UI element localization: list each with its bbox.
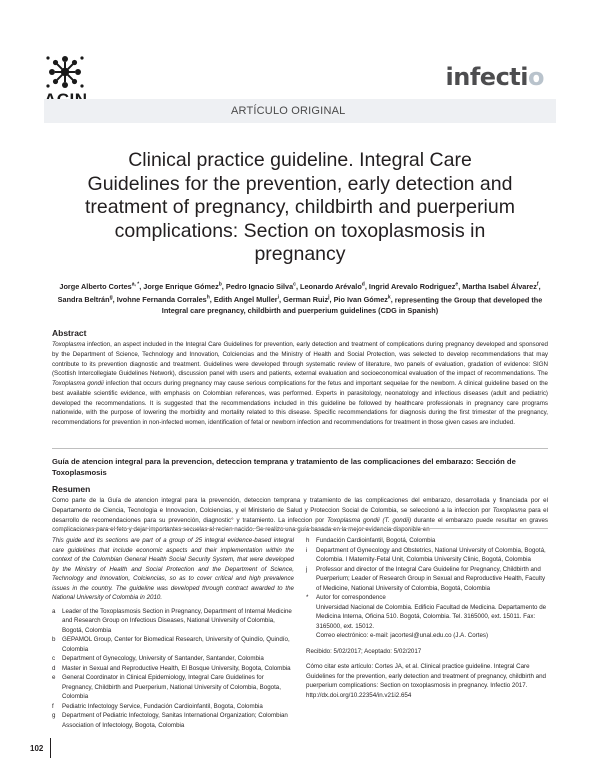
author-name: Jorge Enrique Gómez xyxy=(143,282,219,292)
journal-logo-end: o xyxy=(528,63,544,91)
affiliation-marker: * xyxy=(306,594,309,601)
affiliation-marker: e xyxy=(52,674,56,681)
doi-link[interactable]: http://dx.doi.org/10.22354/in.v21i2.654 xyxy=(306,691,412,699)
affiliation-text: Pediatric Infectology Service, Fundación Cardioinfantil, Bogota, Colombia xyxy=(62,702,263,710)
affiliation-item xyxy=(306,565,548,594)
author-affiliation-mark: c xyxy=(293,282,296,288)
affiliation-text: Fundación Cardioinfantil, Bogotá, Colombia xyxy=(316,537,436,544)
affiliation-text: Leader of the Toxoplasmosis Section in Pregnancy, Department of Internal Medicine and Research Group on Infectious Diseases, National University of Colombia, Bogotá, Colombia xyxy=(62,607,292,634)
journal-logo-main: infecti xyxy=(445,63,528,91)
journal-logo xyxy=(446,63,544,91)
affiliation-marker: i xyxy=(306,546,308,554)
author-affiliation-mark: b xyxy=(218,282,222,288)
author-name: Ivohne Fernanda Corrales xyxy=(116,295,207,305)
affiliation-marker: f xyxy=(52,702,54,710)
resumen-text-3: durante el embarazo puede resultar en graves complicaciones para el feto y dejar importantes secuelas al recien nacido. Se realizo una guía basada en la mejor evidencia disponible en xyxy=(52,516,548,534)
resumen-italic-2: Toxoplasma gondii (T. gondii) xyxy=(327,516,412,524)
affiliation-item xyxy=(52,702,294,712)
author-name: Martha Isabel Álvarez xyxy=(462,282,537,292)
author-affiliation-mark: k xyxy=(387,294,391,301)
author-affiliation-mark: d xyxy=(361,282,365,288)
affiliation-list-right xyxy=(306,536,548,603)
footnotes-left xyxy=(52,536,294,730)
affiliation-marker: d xyxy=(52,664,56,672)
author-affiliation-mark: a, * xyxy=(131,282,140,288)
affiliation-text: Department of Gynecology and Obstetrics, National University of Colombia, Bogotá, Colombia. I Maternity-Fetal Unit, Colombia University Clinic, Bogotá, Colombia xyxy=(316,546,546,563)
author-name: Leonardo Arévalo xyxy=(300,282,362,292)
spanish-title: Guía de atencion integral para la prevencion, deteccion temprana y tratamiento de las complicaciones del embarazo: Sección de Toxoplasmosis xyxy=(52,457,516,477)
author-name: Jorge Alberto Cortes xyxy=(59,282,132,292)
affiliation-text: Professor and director of the Integral Care Guideline for Pregnancy, Childbirth and Puerperium; Leader of Research Group in Sexual and Reproductive Health, Faculty of Medicine, National University of Colombia, Bogotá, Colombia xyxy=(316,565,546,592)
author-name: German Ruiz xyxy=(283,295,329,305)
resumen-text-1: Como parte de la Guía de atencion integral para la prevención, deteccion temprana y tratamiento de las complicaciones del embarazo, desarrollada y financiada por el Departamento de Ciencia, Tecnologia e Innovacion, Colciencias, y el Ministerio de Salud y Proteccion Social de Colombia, se seleccionó a la infeccion por xyxy=(52,497,548,514)
article-type-label: ARTÍCULO ORIGINAL xyxy=(231,105,346,117)
affiliation-text: GEPAMOL Group, Center for Biomedical Research, University of Quindío, Quindío, Colombia xyxy=(62,636,290,653)
author-name: Pio Ivan Gómez xyxy=(333,295,388,305)
author-list xyxy=(52,280,548,316)
correspondence-block xyxy=(306,603,548,641)
author-affiliation-mark: j xyxy=(328,294,330,301)
author-affiliation-mark: e xyxy=(455,282,459,288)
resumen-body xyxy=(52,496,548,535)
page-number: 102 xyxy=(30,744,44,753)
author-name: Edith Angel Muller xyxy=(213,295,278,305)
author-name: Sandra Beltrán xyxy=(57,295,110,305)
affiliation-item xyxy=(306,546,548,565)
affiliation-text: Autor for correspondence xyxy=(316,594,386,601)
abstract-text-1: infection, an aspect included in the Integral Care Guidelines for prevention, early detection and treatment of complications during pregnancy developed and sponsored by the Department of Science, Technology and Innovation, Colciencias and the Ministry of Health and Social Protection, was selected to develop recommendations that may contribute to its prevention diagnostic and treatment. Guidelines were developed through systematic review of literature, two panels of evaluation, gradation of evidence: SIGN (Scottish Intercollegiate Guidelines Network), discussion panel with users and patients, external evaluation and socioeconomical evaluation of the impact of recommendations. The xyxy=(52,341,548,378)
acin-emblem-icon xyxy=(44,53,86,91)
affiliation-item xyxy=(306,536,548,546)
affiliation-text: Department of Gynecology, University of Santander, Santander, Colombia xyxy=(62,655,264,662)
author-names: Jorge Alberto Cortes$^{a, *}$, Jorge Enrique Gómez$^b$, Pedro Ignacio Silva$^c$, Leonardo Arévalo$^d$, Ingrid Arevalo Rodriguez$^e$, Martha Isabel Álvarez$^f$, Sandra Beltrán$^g$, Ivohne Fernanda Corrales$^h$, Edith Angel Muller$^i$, German Ruiz$^j$, Pio Ivan Gómez$^k$, xyxy=(57,282,541,305)
abstract-heading: Abstract xyxy=(52,328,87,338)
affiliation-text: Master in Sexual and Reproductive Health, El Bosque University, Bogota, Colombia xyxy=(62,664,291,672)
author-affiliation-mark: i xyxy=(277,294,280,301)
affiliation-marker: c xyxy=(52,655,56,662)
correspondence-email: Correo electrónico: e-mail: jacortesl@unal.edu.co (J.A. Cortes) xyxy=(316,632,489,639)
abstract-text-2: infection that occurs during pregnancy may cause serious complications for the fetus and important sequelae for the newborn. A clinical guideline based on the best available scientific evidence, with emphasis on Colombian references, was performed. Experts in parasitology, neonatology and infectious diseases (adult and pediatric) developed the recommendations. It is suggested that the recommendations included in this guideline be followed by healthcare professionals in pregnancy care programs nationwide, with the purpose of lowering the morbidity and mortality related to this disease. Specific recommendations for diagnosis during the first trimester of the pregnancy, recommendations for prevention in non-infected women, identification of fetal or newborn infection and recommendations for treatment in those given cases are included. xyxy=(52,380,548,426)
received-dates: Recibido: 5/02/2017; Aceptado: 5/02/2017 xyxy=(306,647,422,655)
abstract-italic-2: Toxoplasma gondii xyxy=(52,380,104,387)
author-affiliation-mark: h xyxy=(206,294,210,301)
resumen-italic-1: Toxoplasma xyxy=(492,506,526,514)
author-affiliation-mark: f xyxy=(536,282,539,288)
resumen-heading: Resumen xyxy=(52,484,91,494)
affiliation-list-left xyxy=(52,607,294,731)
abstract-body xyxy=(52,340,548,428)
guideline-note: This guide and its sections are part of a group of 25 integral evidence-based integral care guidelines that include economic aspects and their implementation within the context of the Colombian General Health Social Security System, that were developed by the Ministry of Health and Social Protection and the Department of Science, Technology and Innovation, Colciencias, so as to cover critical and high prevalence issues in the country. The guideline was developed through contract awarded to the National University of Colombia in 2010. xyxy=(52,537,294,601)
affiliation-item xyxy=(52,654,294,664)
affiliation-item xyxy=(306,593,548,603)
author-name: Ingrid Arevalo Rodriguez xyxy=(368,282,456,292)
affiliation-marker: j xyxy=(306,565,308,573)
author-group-statement: representing the Group that developed the Integral care pregnancy, childbirth and puerperium guidelines (CDG in Spanish) xyxy=(161,295,543,315)
affiliation-item xyxy=(52,635,294,654)
affiliation-marker: b xyxy=(52,636,56,643)
footnotes-right xyxy=(306,536,548,700)
author-affiliation-mark: g xyxy=(109,294,113,301)
page-number-rule xyxy=(50,738,51,758)
correspondence-address: Universidad Nacional de Colombia. Edificio Facultad de Medicina. Departamento de Medicina Interna, Oficina 510. Bogotá, Colombia. Tel. 3165000, ext. 15011. Fax: 3165000, ext. 15012. xyxy=(316,603,547,630)
affiliation-marker: h xyxy=(306,537,310,544)
divider xyxy=(52,448,548,449)
divider xyxy=(52,528,548,529)
affiliation-item xyxy=(52,607,294,636)
affiliation-item xyxy=(52,673,294,702)
citation: Cómo citar este artículo: Cortes JA, et al. Clinical practice guideline. Integral Care Guidelines for the prevention, early detection and treatment of pregnancy, childbirth and puerperium complications: Section on toxoplasmosis in pregnancy. Infectio 2017. xyxy=(306,663,546,689)
affiliation-marker: g xyxy=(52,712,56,719)
article-title: Clinical practice guideline. Integral Care Guidelines for the prevention, early detection and treatment of pregnancy, childbirth and puerperium complications: Section on toxoplasmosis in pregnancy xyxy=(85,149,515,265)
resumen-text-2: para el desarrollo de recomendaciones para su prevención, diagnostic° y tratamiento. La infeccion por xyxy=(52,506,548,524)
affiliation-item xyxy=(52,711,294,730)
affiliation-marker: a xyxy=(52,607,56,615)
abstract-italic-1: Toxoplasma xyxy=(52,341,86,348)
author-name: Pedro Ignacio Silva xyxy=(225,282,294,292)
affiliation-item xyxy=(52,664,294,674)
affiliation-text: General Coordinator in Clinical Epidemiology, Integral Care Guidelines for Pregnancy, Childbirth and Puerperium, National University of Colombia, Bogota, Colombia xyxy=(62,674,281,700)
affiliation-text: Department of Pediatric Infectology, Sanitas International Organization; Colombian Association of Infectology, Bogota, Colombia xyxy=(62,712,288,729)
